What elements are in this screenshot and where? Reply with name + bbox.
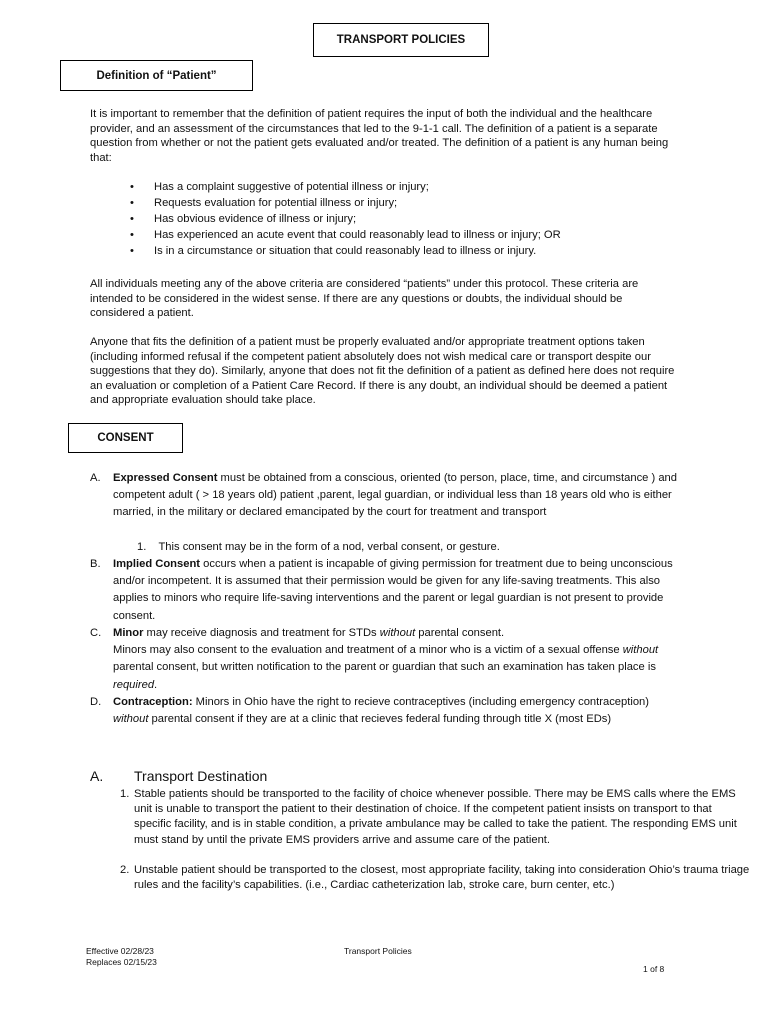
- consent-item-d-body: [113, 694, 679, 728]
- consent-item-d-term: Contraception:: [113, 696, 193, 708]
- page-title: [313, 23, 489, 57]
- consent-item-c-em2: without: [622, 644, 659, 657]
- consent-item-c-term: Minor: [113, 627, 144, 639]
- consent-item-a-marker: A.: [90, 472, 101, 484]
- consent-item-a-sub-text: This consent may be in the form of a nod, verbal consent, or gesture.: [158, 541, 500, 553]
- section-heading-patient-text: Definition of “Patient”: [96, 69, 217, 82]
- consent-item-d-em1: without: [113, 713, 149, 726]
- consent-item-a-sub: [137, 539, 697, 556]
- consent-item-d-marker: D.: [90, 696, 102, 708]
- consent-item-a: [90, 470, 690, 540]
- consent-item-c-em1: without: [379, 627, 416, 639]
- patient-intro-paragraph: It is important to remember that the definition of patient requires the input of both the individual and the healthcare provider, and an assessment of the circumstances that led to the 9-1-1 call. The definition of a patient is a separate question from whether or not the patient gets evaluated and/or treated. The definition of a patient is any human being that:: [90, 108, 669, 164]
- consent-item-c-em3: required: [113, 678, 155, 691]
- list-item: • Has experienced an acute event that could reasonably lead to illness or injury; OR: [130, 228, 650, 244]
- consent-item-c-marker: C.: [90, 627, 102, 639]
- list-item: • Is in a circumstance or situation that could reasonably lead to illness or injury.: [130, 244, 650, 260]
- destination-item-1-marker: 1.: [120, 788, 130, 800]
- consent-item-c: [90, 625, 690, 695]
- consent-item-b-marker: B.: [90, 558, 101, 570]
- list-item: • Has obvious evidence of illness or injury;: [130, 212, 650, 228]
- consent-item-a-body: [113, 470, 679, 522]
- patient-paragraph-3: Anyone that fits the definition of a patient must be properly evaluated and/or appropriate treatment options taken (including informed refusal if the competent patient absolutely does not wish medical care or transport despite our suggestions that they do). Similarly, anyone that does not fit the definition of a patient as defined here does not require an evaluation or completion of a Patient Care Record. If there is any doubt, an individual should be deemed a patient and appropriate evaluation should take place.: [90, 336, 675, 407]
- destination-title: Transport Destination: [134, 768, 268, 784]
- destination-item-2: [120, 863, 752, 893]
- consent-item-c-body: [113, 625, 679, 694]
- footer-effective: Effective 02/28/23: [86, 946, 154, 956]
- consent-item-b-text: occurs when a patient is incapable of giving permission for treatment due to being unconscious and/or incompetent. It is assumed that their permission would be given for any life-saving treatments. This also applies to minors who require life-saving interventions and the parent or legal guardian is not present to provide consent.: [113, 558, 673, 622]
- consent-item-c-text3: Minors may also consent to the evaluation and treatment of a minor who is a victim of a sexual offense: [113, 644, 623, 657]
- footer-center: Transport Policies: [344, 946, 412, 956]
- consent-item-a-sub-marker: 1.: [137, 541, 147, 553]
- section-heading-consent-text: CONSENT: [97, 432, 154, 444]
- destination-item-2-marker: 2.: [120, 864, 130, 876]
- consent-item-c-text5: .: [154, 678, 158, 691]
- section-heading-consent: [68, 423, 183, 453]
- consent-item-a-term: Expressed Consent: [113, 472, 218, 484]
- list-item: • Has a complaint suggestive of potential illness or injury;: [130, 180, 650, 196]
- destination-marker: A.: [90, 768, 104, 784]
- consent-item-b-body: [113, 556, 679, 625]
- consent-item-b-term: Implied Consent: [113, 558, 201, 570]
- consent-item-c-text1: may receive diagnosis and treatment for STDs: [143, 627, 380, 639]
- patient-criteria-list: [130, 180, 650, 260]
- consent-item-d: [90, 694, 690, 748]
- page-title-text: TRANSPORT POLICIES: [336, 34, 466, 46]
- patient-paragraph-2: All individuals meeting any of the above criteria are considered “patients” under this protocol. These criteria are intended to be considered in the widest sense. If there are any questions or doubts, the individual should be considered a patient.: [90, 278, 639, 320]
- destination-item-1-text: Stable patients should be transported to the facility of choice whenever possible. There may be EMS calls where the EMS unit is unable to transport the patient to their destination of choice. If the competent patient insists on transport to that specific facility, and is in stable condition, a private ambulance may be called to take the patient. The responding EMS unit must stand by until the private EMS providers arrive and assume care of the patient.: [134, 788, 737, 846]
- footer-page-number: 1 of 8: [643, 964, 665, 974]
- footer-dates: [86, 946, 157, 968]
- list-item: • Requests evaluation for potential illness or injury;: [130, 196, 650, 212]
- consent-item-d-text2: parental consent if they are at a clinic that recieves federal funding through title X (most EDs): [148, 713, 612, 726]
- destination-item-2-text: Unstable patient should be transported to the closest, most appropriate facility, taking into consideration Ohio’s trauma triage rules and the facility’s capabilities. (i.e., Cardiac catheterization lab, stroke care, burn center, etc.): [134, 864, 750, 892]
- consent-item-c-text2: parental consent.: [415, 627, 505, 639]
- consent-item-a-text: must be obtained from a conscious, oriented (to person, place, time, and circumstance ) and competent adult ( > 18 years old) patient ,parent, legal guardian, or individual less than 18 years old who is either married, in the military or declared emancipated by the court for treatment and transport: [113, 472, 677, 519]
- footer-replaces: Replaces 02/15/23: [86, 957, 157, 967]
- destination-item-1: [120, 787, 750, 848]
- section-heading-patient: [60, 60, 253, 91]
- consent-item-b: [90, 556, 690, 626]
- consent-item-c-text4: parental consent, but written notification to the parent or guardian that such an examination has taken place is: [113, 661, 656, 674]
- consent-item-d-text1: Minors in Ohio have the right to recieve contraceptives (including emergency contraception): [192, 696, 649, 708]
